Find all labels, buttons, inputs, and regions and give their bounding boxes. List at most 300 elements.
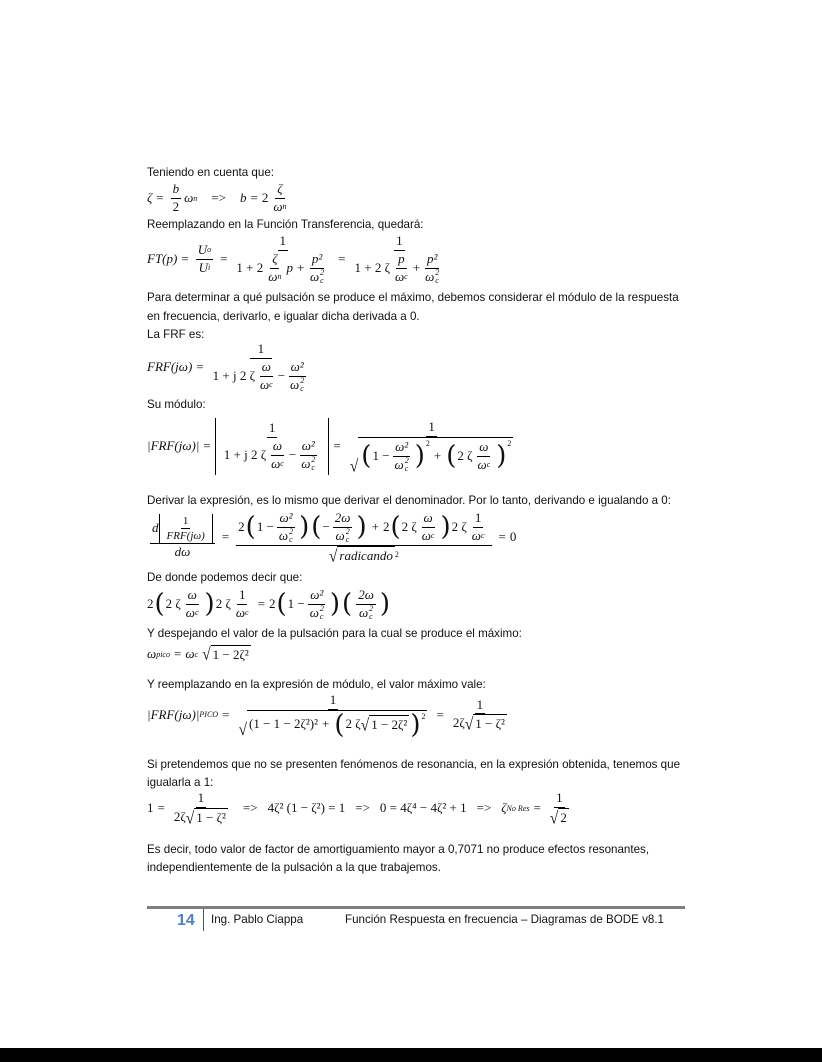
numerator bbox=[150, 514, 215, 545]
numerator: 1 bbox=[426, 419, 437, 437]
math-term: ω² bbox=[279, 510, 293, 525]
math-term: ) bbox=[414, 441, 425, 472]
denominator bbox=[308, 269, 326, 286]
math-term: 1 − bbox=[256, 518, 274, 534]
fraction bbox=[171, 181, 182, 216]
equation-derivative-condition bbox=[147, 587, 391, 622]
radical-sign: √ bbox=[360, 717, 370, 736]
numerator: 1 bbox=[250, 341, 273, 359]
math-term: c bbox=[289, 535, 293, 545]
denominator bbox=[423, 269, 441, 286]
fraction bbox=[451, 697, 509, 734]
fraction bbox=[393, 439, 411, 474]
numerator bbox=[425, 251, 439, 269]
math-term: = bbox=[196, 359, 204, 375]
paragraph: Teniendo en cuenta que: bbox=[147, 166, 274, 179]
fraction bbox=[165, 514, 207, 544]
math-term: ω bbox=[394, 456, 404, 472]
math-term: i bbox=[207, 263, 211, 273]
numerator: 1 bbox=[237, 587, 248, 605]
denominator bbox=[222, 438, 323, 473]
math-term: ω² bbox=[310, 587, 324, 602]
math-term: c bbox=[480, 531, 485, 541]
math-term: 2 bbox=[261, 190, 269, 206]
fraction bbox=[548, 790, 571, 827]
fraction bbox=[299, 438, 317, 473]
radical-sign: √ bbox=[185, 809, 195, 829]
math-term: − bbox=[277, 367, 286, 383]
math-term: pico bbox=[156, 649, 170, 659]
paragraph: en frecuencia, derivarlo, e igualar dicha derivada a 0. bbox=[147, 310, 420, 323]
radicand bbox=[337, 546, 394, 565]
numerator bbox=[393, 439, 410, 457]
math-term: 2ω bbox=[334, 510, 351, 525]
paragraph: independientemente de la pulsación a la que trabajemos. bbox=[147, 861, 441, 874]
math-term: = bbox=[221, 529, 230, 545]
math-term: ) bbox=[496, 441, 507, 472]
denominator bbox=[393, 457, 411, 474]
math-term: = bbox=[203, 438, 211, 454]
math-term: No Res bbox=[506, 803, 530, 813]
fraction bbox=[420, 510, 437, 545]
math-term: 2 bbox=[238, 518, 245, 534]
paragraph: Si pretendemos que no se presenten fenómenos de resonancia, en la expresión obtenida, tenemos que bbox=[147, 758, 681, 771]
radicand bbox=[247, 710, 427, 738]
math-term: ω bbox=[471, 527, 481, 543]
math-term: 2 bbox=[421, 711, 426, 721]
math-term: ) bbox=[204, 589, 215, 620]
paragraph: Derivar la expresión, es lo mismo que derivar el denominador. Por lo tanto, derivando e igualando a 0: bbox=[147, 494, 671, 507]
radicand: 1 − 2ζ² bbox=[371, 717, 408, 733]
math-term: ( bbox=[276, 589, 287, 620]
math-term: ω² bbox=[290, 358, 304, 374]
math-term: 2 bbox=[320, 268, 325, 278]
fraction bbox=[393, 251, 410, 286]
math-term: c bbox=[245, 608, 249, 618]
math-term: 2 ζ bbox=[165, 596, 181, 612]
math-term: = bbox=[157, 800, 165, 816]
paragraph: Y despejando el valor de la pulsación para la cual se produce el máximo: bbox=[147, 627, 522, 640]
math-term: ω bbox=[185, 604, 195, 620]
math-term: ω bbox=[479, 438, 489, 454]
math-term: = bbox=[436, 706, 444, 722]
math-term: d bbox=[152, 519, 159, 535]
numerator: 1 bbox=[328, 692, 339, 710]
equation-no-resonance bbox=[147, 790, 574, 827]
equation-frf-modulus bbox=[147, 418, 518, 475]
math-term: = bbox=[222, 706, 230, 722]
sub-sup bbox=[346, 528, 350, 544]
fraction bbox=[211, 341, 312, 394]
math-term: FRF(jω) bbox=[147, 359, 193, 375]
math-term: p bbox=[398, 250, 405, 266]
math-term: 1 + 2 bbox=[236, 259, 264, 275]
math-term: 1 + 2 ζ bbox=[354, 259, 390, 275]
sub-sup bbox=[435, 269, 439, 285]
denominator bbox=[334, 528, 352, 545]
sub-sup bbox=[300, 377, 304, 393]
fraction bbox=[234, 587, 251, 622]
math-term: U bbox=[197, 241, 208, 257]
fraction bbox=[353, 233, 447, 286]
sub-sup bbox=[405, 457, 409, 473]
radical-sign: √ bbox=[202, 645, 211, 665]
math-term: ) bbox=[410, 709, 421, 740]
math-term: ζ bbox=[147, 190, 153, 206]
math-term: ω bbox=[271, 455, 281, 471]
denominator bbox=[258, 377, 275, 394]
math-term: b bbox=[172, 181, 180, 196]
equation-transfer-function bbox=[147, 233, 449, 286]
fraction bbox=[222, 420, 323, 473]
fraction bbox=[288, 359, 306, 394]
math-term: ω bbox=[185, 646, 195, 661]
math-term: 2 bbox=[369, 604, 374, 614]
math-term: 2 bbox=[382, 518, 390, 534]
math-term: c bbox=[404, 272, 408, 282]
radical-sign: √ bbox=[464, 716, 474, 735]
fraction bbox=[271, 181, 288, 216]
numerator: 1 bbox=[475, 697, 486, 715]
paragraph: La FRF es: bbox=[147, 328, 205, 341]
numerator bbox=[186, 587, 199, 605]
numerator bbox=[196, 242, 213, 260]
square-root bbox=[550, 808, 569, 827]
footer-divider bbox=[147, 906, 685, 909]
fraction bbox=[423, 251, 441, 286]
math-term: c bbox=[269, 380, 273, 390]
math-term: ω bbox=[147, 646, 157, 661]
math-term: ) bbox=[329, 589, 341, 620]
math-term: ( bbox=[361, 441, 372, 472]
math-term: 2 bbox=[147, 596, 154, 612]
math-term: |FRF(jω)| bbox=[147, 706, 200, 722]
math-term: n bbox=[282, 202, 287, 212]
math-term: FT(p) bbox=[147, 251, 178, 267]
math-term: 2 ζ bbox=[451, 518, 467, 534]
fraction bbox=[236, 692, 429, 738]
fraction bbox=[234, 233, 331, 286]
math-term: 2 bbox=[289, 527, 294, 537]
math-term: |FRF(jω)| bbox=[147, 438, 200, 454]
fraction bbox=[269, 438, 286, 473]
fraction bbox=[308, 587, 326, 622]
denominator bbox=[236, 710, 429, 738]
math-term: 2 bbox=[404, 456, 409, 466]
radicand: 1 − ζ² bbox=[475, 716, 505, 732]
numerator bbox=[275, 181, 284, 199]
math-term: radicando bbox=[339, 547, 393, 563]
math-term: = bbox=[333, 438, 341, 454]
numerator bbox=[260, 359, 273, 377]
math-term: 2 ζ bbox=[215, 596, 231, 612]
math-term: ) bbox=[440, 512, 451, 543]
math-term: c bbox=[430, 531, 435, 541]
math-term: c bbox=[486, 460, 491, 470]
denominator bbox=[308, 605, 326, 622]
numerator bbox=[300, 438, 317, 456]
math-term: FRF(jω) bbox=[166, 529, 205, 542]
math-term: ζ bbox=[501, 800, 507, 816]
fraction bbox=[236, 510, 491, 565]
math-term: + bbox=[371, 518, 379, 534]
math-term: ) bbox=[299, 512, 310, 543]
bottom-black-bar bbox=[0, 1048, 822, 1062]
denominator bbox=[393, 269, 410, 286]
math-term: c bbox=[311, 463, 315, 473]
math-term: ω bbox=[301, 455, 311, 471]
math-term: c bbox=[319, 612, 324, 622]
fraction bbox=[308, 251, 326, 286]
numerator bbox=[477, 439, 490, 457]
square-root bbox=[238, 710, 427, 738]
denominator bbox=[470, 528, 487, 545]
math-term: => bbox=[476, 800, 492, 816]
fraction bbox=[348, 419, 516, 474]
radical-sign: √ bbox=[349, 457, 359, 476]
math-term: 2 bbox=[435, 268, 440, 278]
square-root bbox=[350, 437, 514, 474]
math-term: c bbox=[435, 276, 439, 286]
math-term: => bbox=[355, 800, 370, 816]
math-term: ω² bbox=[395, 438, 409, 454]
absolute-value bbox=[215, 418, 330, 475]
math-term: ) bbox=[379, 589, 391, 620]
math-term: ω bbox=[421, 527, 431, 543]
math-term: ω bbox=[278, 527, 289, 543]
numerator: 1 bbox=[267, 420, 278, 438]
sub-sup bbox=[320, 269, 324, 285]
numerator: 1 bbox=[181, 514, 191, 529]
numerator bbox=[171, 181, 182, 199]
math-term: b bbox=[239, 190, 247, 206]
math-term: c bbox=[320, 276, 324, 286]
numerator bbox=[270, 251, 279, 269]
sub-sup bbox=[320, 605, 324, 621]
numerator bbox=[333, 510, 353, 528]
numerator bbox=[271, 438, 284, 456]
sub-sup bbox=[311, 456, 315, 472]
math-term: PICO bbox=[199, 710, 219, 720]
math-term: c bbox=[404, 464, 409, 474]
math-term: p² bbox=[311, 250, 323, 266]
fraction bbox=[184, 587, 201, 622]
radicand bbox=[358, 437, 513, 474]
denominator bbox=[548, 808, 571, 827]
footer-separator bbox=[203, 909, 204, 931]
radical-sign: √ bbox=[328, 547, 338, 567]
math-term: (1 − 1 − 2ζ²)² bbox=[249, 716, 318, 732]
math-term: 2 bbox=[319, 604, 324, 614]
radical-sign: √ bbox=[238, 721, 247, 740]
paragraph: De donde podemos decir que: bbox=[147, 571, 303, 584]
denominator bbox=[327, 546, 401, 565]
math-term: => bbox=[242, 800, 258, 816]
math-term: ω bbox=[335, 527, 345, 543]
equation-peak-modulus bbox=[147, 692, 512, 738]
math-term: ω bbox=[187, 587, 197, 602]
math-term: = bbox=[181, 251, 189, 267]
math-term: c bbox=[300, 384, 304, 394]
math-term: + bbox=[322, 716, 330, 732]
denominator bbox=[165, 529, 207, 543]
denominator bbox=[234, 605, 251, 622]
math-term: 0 = 4ζ⁴ − 4ζ² + 1 bbox=[379, 800, 467, 816]
math-term: 2 ζ bbox=[457, 447, 473, 463]
math-term: 2ζ bbox=[452, 715, 465, 731]
math-term: = bbox=[220, 251, 228, 267]
math-term: ( bbox=[311, 512, 322, 543]
numerator: 1 bbox=[394, 233, 405, 251]
numerator bbox=[236, 510, 491, 546]
absolute-value bbox=[159, 514, 213, 544]
fraction bbox=[356, 587, 376, 622]
denominator bbox=[288, 377, 306, 394]
denominator bbox=[348, 437, 516, 474]
math-term: + bbox=[412, 259, 421, 275]
paragraph: Para determinar a qué pulsación se produce el máximo, debemos considerar el módulo de la respuesta bbox=[147, 291, 679, 304]
math-term: 2 bbox=[311, 455, 316, 465]
math-term: 1 bbox=[147, 800, 154, 816]
math-term: 0 bbox=[509, 529, 517, 545]
denominator bbox=[184, 605, 201, 622]
math-term: 2ω bbox=[358, 587, 374, 602]
equation-derivative bbox=[147, 510, 516, 565]
math-term: 2 bbox=[345, 527, 350, 537]
math-term: ω bbox=[268, 268, 278, 284]
math-term: dω bbox=[174, 544, 191, 560]
numerator: 1 bbox=[473, 510, 484, 528]
sub-sup bbox=[369, 605, 373, 621]
numerator: 1 bbox=[554, 790, 565, 808]
fraction bbox=[277, 510, 295, 545]
numerator bbox=[277, 510, 294, 528]
math-term: ω bbox=[477, 456, 487, 472]
math-term: ω bbox=[184, 190, 194, 206]
numerator bbox=[289, 359, 306, 377]
numerator bbox=[422, 510, 435, 528]
fraction bbox=[333, 510, 353, 545]
math-term: c bbox=[194, 649, 199, 659]
fraction bbox=[476, 439, 493, 474]
math-term: ω bbox=[235, 604, 246, 620]
math-term: ω bbox=[309, 604, 319, 620]
math-term: c bbox=[280, 459, 284, 469]
math-term: ω bbox=[423, 510, 433, 525]
math-term: 1 − bbox=[372, 447, 390, 463]
numerator bbox=[308, 587, 325, 605]
math-term: ( bbox=[390, 512, 401, 543]
square-root bbox=[202, 645, 251, 663]
math-term: o bbox=[207, 245, 212, 255]
denominator bbox=[211, 359, 312, 394]
numerator: 1 bbox=[196, 790, 207, 808]
math-term: 1 + j 2 ζ bbox=[212, 367, 255, 383]
math-term: 1 + j 2 ζ bbox=[223, 446, 267, 462]
square-root bbox=[361, 715, 410, 734]
math-term: − bbox=[322, 518, 330, 534]
square-root bbox=[465, 714, 507, 733]
math-term: ) bbox=[356, 512, 367, 543]
numerator bbox=[396, 251, 407, 269]
math-term: => bbox=[211, 190, 226, 206]
math-term: ω bbox=[394, 268, 405, 284]
paragraph: Y reemplazando en la expresión de módulo, el valor máximo vale: bbox=[147, 678, 486, 691]
denominator bbox=[271, 199, 288, 216]
footer-author: Ing. Pablo Ciappa bbox=[211, 913, 304, 926]
radicand: 1 − ζ² bbox=[196, 809, 226, 825]
math-term: ω bbox=[309, 268, 320, 284]
math-term: ( bbox=[334, 709, 345, 740]
math-term: p + bbox=[286, 259, 305, 275]
denominator bbox=[172, 808, 230, 827]
paragraph: Es decir, todo valor de factor de amortiguamiento mayor a 0,7071 no produce efectos resonantes, bbox=[147, 843, 650, 856]
math-term: = bbox=[338, 251, 346, 267]
math-term: ω bbox=[259, 376, 270, 392]
math-term: ( bbox=[446, 441, 457, 472]
square-root bbox=[329, 546, 395, 565]
denominator bbox=[299, 456, 317, 473]
math-term: 1 − bbox=[287, 596, 305, 612]
fraction bbox=[196, 242, 213, 277]
math-term: 2 bbox=[268, 596, 276, 612]
math-term: ω bbox=[272, 437, 283, 453]
math-term: ω bbox=[358, 604, 369, 620]
math-term: = bbox=[498, 529, 506, 545]
math-term: = bbox=[257, 596, 265, 612]
math-term: U bbox=[198, 259, 208, 275]
math-term: + bbox=[433, 447, 442, 463]
square-root bbox=[186, 808, 228, 827]
fraction bbox=[258, 359, 275, 394]
math-term: ζ bbox=[277, 181, 283, 196]
radicand: 1 − 2ζ² bbox=[212, 647, 249, 662]
denominator bbox=[269, 456, 286, 473]
math-term: = bbox=[533, 800, 541, 816]
math-term: ω bbox=[290, 376, 300, 392]
math-term: 2 bbox=[425, 438, 430, 448]
math-term: c bbox=[345, 535, 350, 545]
math-term: ( bbox=[342, 589, 353, 620]
numerator: 1 bbox=[278, 233, 289, 251]
denominator bbox=[234, 251, 331, 286]
math-term: p² bbox=[426, 250, 438, 266]
math-term: 2 bbox=[394, 550, 399, 560]
math-term: 2ζ bbox=[173, 808, 186, 824]
math-term: ω bbox=[425, 268, 435, 284]
equation-frf bbox=[147, 341, 314, 394]
paragraph: igualarla a 1: bbox=[147, 776, 214, 789]
fraction bbox=[470, 510, 487, 545]
fraction bbox=[150, 514, 215, 561]
denominator bbox=[353, 251, 447, 286]
denominator bbox=[476, 457, 493, 474]
equation-zeta-definition bbox=[147, 181, 292, 216]
numerator bbox=[310, 251, 324, 269]
fraction bbox=[172, 790, 230, 827]
paragraph: Reemplazando en la Función Transferencia, quedará: bbox=[147, 218, 424, 231]
radicand: 2 bbox=[560, 809, 567, 825]
denominator bbox=[266, 269, 283, 286]
fraction bbox=[266, 251, 283, 286]
sub-sup bbox=[289, 528, 293, 544]
math-term: ( bbox=[154, 589, 165, 620]
denominator: 2 bbox=[172, 198, 180, 214]
math-term: c bbox=[369, 612, 373, 622]
footer-document-title: Función Respuesta en frecuencia – Diagramas de BODE v8.1 bbox=[345, 913, 664, 926]
math-term: 2 ζ bbox=[345, 716, 361, 732]
math-term: ω bbox=[261, 358, 271, 374]
